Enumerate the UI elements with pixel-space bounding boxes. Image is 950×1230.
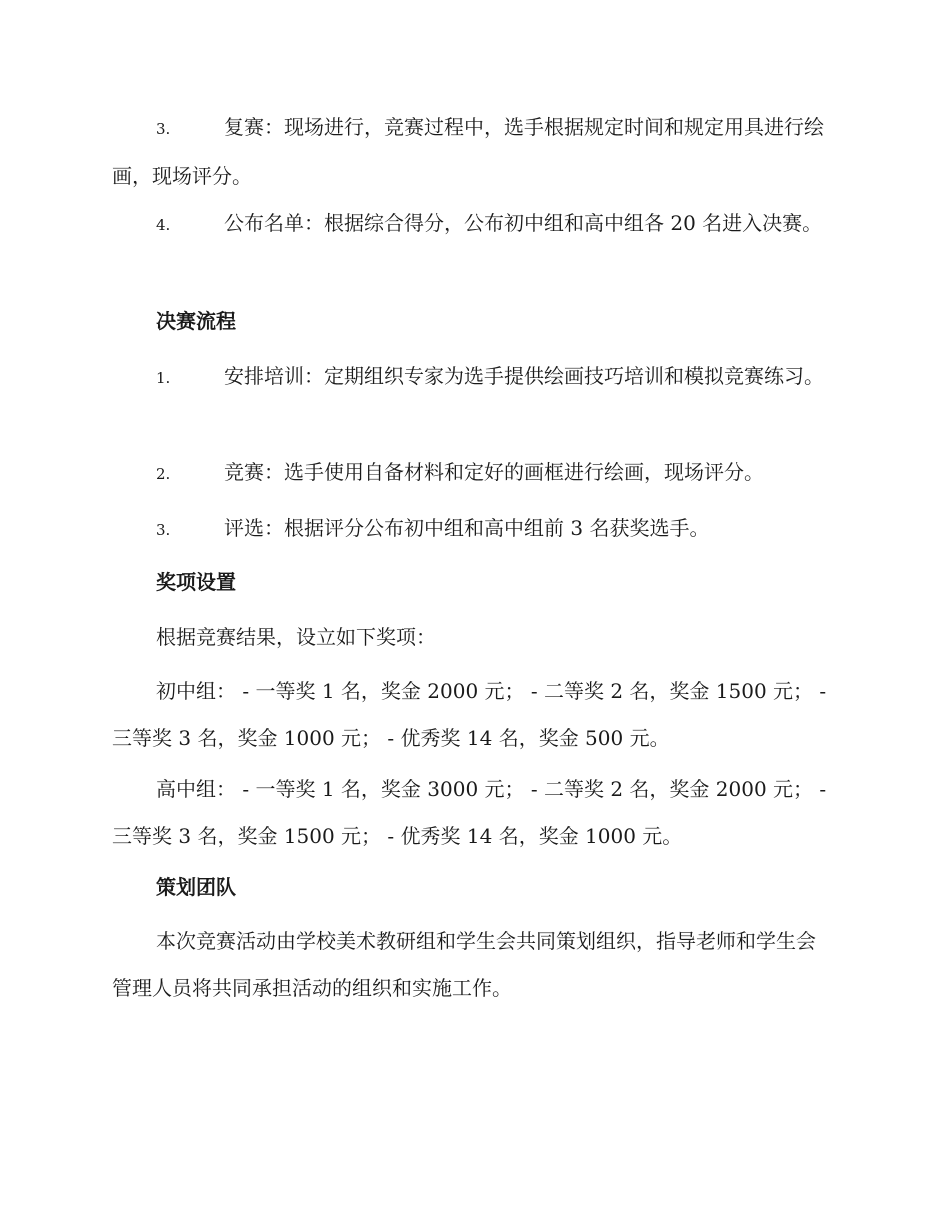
list-text: 公布名单：根据综合得分，公布初中组和高中组各 20 名进入决赛。 <box>224 211 823 235</box>
list-item-announce <box>112 200 834 249</box>
list-item-competition <box>112 449 834 498</box>
list-number: 3. <box>156 120 171 138</box>
list-text: 竞赛：选手使用自备材料和定好的画框进行绘画，现场评分。 <box>224 460 764 484</box>
list-item-training <box>112 353 834 402</box>
list-number: 4. <box>156 216 171 234</box>
team-description: 本次竞赛活动由学校美术教研组和学生会共同策划组织，指导老师和学生会管理人员将共同承担活动的组织和实施工作。 <box>112 929 816 1000</box>
list-number: 3. <box>156 521 171 539</box>
list-text: 复赛：现场进行，竞赛过程中，选手根据规定时间和规定用具进行绘画，现场评分。 <box>112 115 824 188</box>
list-item-selection <box>112 505 834 554</box>
awards-intro: 根据竞赛结果，设立如下奖项： <box>156 625 436 649</box>
awards-junior: 初中组： - 一等奖 1 名，奖金 2000 元； - 二等奖 2 名，奖金 1500 元； - 三等奖 3 名，奖金 1000 元； - 优秀奖 14 名，奖金 500 元。 <box>112 679 827 750</box>
list-text: 安排培训：定期组织专家为选手提供绘画技巧培训和模拟竞赛练习。 <box>224 364 824 388</box>
section-heading-awards: 奖项设置 <box>156 570 236 594</box>
list-number: 2. <box>156 465 171 483</box>
section-heading-team: 策划团队 <box>156 875 236 899</box>
list-number: 1. <box>156 369 171 387</box>
awards-senior: 高中组： - 一等奖 1 名，奖金 3000 元； - 二等奖 2 名，奖金 2000 元； - 三等奖 3 名，奖金 1500 元； - 优秀奖 14 名，奖金 1000 元。 <box>112 777 827 848</box>
list-text: 评选：根据评分公布初中组和高中组前 3 名获奖选手。 <box>224 516 710 540</box>
section-heading-final: 决赛流程 <box>156 309 236 333</box>
list-item-rematch <box>112 104 834 200</box>
